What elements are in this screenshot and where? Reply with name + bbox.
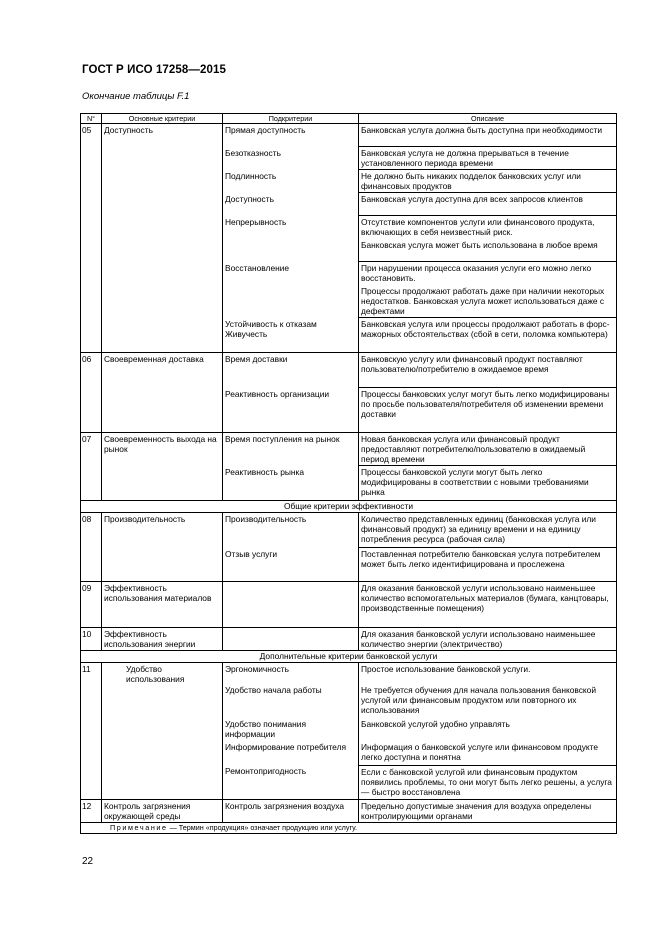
- row-criterion: Эффективность использования энергии: [102, 628, 223, 651]
- table-row: [81, 628, 617, 651]
- row-description: Не требуется обучения для начала пользования банковской услугой или финансовым продуктом или повторного их использования: [359, 684, 617, 718]
- row-criterion: Своевременность выхода на рынок: [102, 433, 223, 466]
- row-description: Банковская услуга должна быть доступна при необходимости: [359, 124, 617, 147]
- row-subcriterion: Производительность: [223, 513, 359, 548]
- table-row: [81, 684, 617, 718]
- row-description: Предельно допустимые значения для воздуха определены контролирующими органами: [359, 799, 617, 822]
- table-row: [81, 741, 617, 765]
- section-title-additional: Дополнительные критерии банковской услуги: [81, 651, 617, 663]
- row-subcriterion: Эргономичность: [223, 663, 359, 685]
- row-subcriterion: Информирование потребителя: [223, 741, 359, 765]
- table-row: [81, 718, 617, 741]
- row-description: Банковской услугой удобно управлять: [359, 718, 617, 741]
- table-row: [81, 262, 617, 285]
- row-description: Банковскую услугу или финансовый продукт поставляют пользователю/потребителю в ожидаемое время: [359, 353, 617, 388]
- row-description: Банковская услуга или процессы продолжают работать в форс-мажорных обстоятельствах (сбой в сети, поломка компьютера): [359, 318, 617, 353]
- row-criterion: Производительность: [102, 513, 223, 548]
- row-number: 07: [81, 433, 102, 466]
- row-subcriterion: [223, 628, 359, 651]
- table-row: [81, 216, 617, 239]
- row-number: 10: [81, 628, 102, 651]
- section-row: [81, 501, 617, 513]
- row-description: Процессы продолжают работать даже при наличии некоторых недостатков. Банковская услуга может использоваться даже с дефектами: [359, 285, 617, 318]
- row-description: Если с банковской услугой или финансовым продуктом появились проблемы, то они могут быть легко решены, а услуга — быстро восстановлена: [359, 765, 617, 799]
- row-number: 11: [81, 663, 102, 685]
- note-text: — Термин «продукция» означает продукцию или услугу.: [167, 822, 357, 832]
- row-subcriterion: Реактивность рынка: [223, 466, 359, 501]
- row-subcriterion: Удобство понимания информации: [223, 718, 359, 741]
- row-subcriterion: Подлинность: [223, 170, 359, 193]
- row-description: Процессы банковских услуг могут быть легко модифицированы по просьбе пользователя/потребителя об изменении времени доставки: [359, 388, 617, 433]
- row-description: Количество представленных единиц (банковская услуга или финансовый продукт) за единицу времени и на единицу потребления ресурса (рабочая сила): [359, 513, 617, 548]
- row-subcriterion: Время доставки: [223, 353, 359, 388]
- row-criterion: Эффективность использования материалов: [102, 582, 223, 628]
- note-label: Примечание: [110, 822, 168, 832]
- table-row: [81, 193, 617, 216]
- row-subcriterion: Реактивность организации: [223, 388, 359, 433]
- row-description: При нарушении процесса оказания услуги его можно легко восстановить.: [359, 262, 617, 285]
- table-row: [81, 548, 617, 582]
- row-subcriterion: Ремонтопригодность: [223, 765, 359, 799]
- row-criterion: Доступность: [102, 124, 223, 147]
- row-subcriterion: Непрерывность: [223, 216, 359, 239]
- note-row: [81, 822, 617, 833]
- table-header-row: [81, 114, 617, 124]
- table-caption: Окончание таблицы F.1: [82, 91, 190, 102]
- row-description: Новая банковская услуга или финансовый продукт предоставляют потребителю/пользователю в ожидаемый период времени: [359, 433, 617, 466]
- row-number: 06: [81, 353, 102, 388]
- row-criterion: Контроль загрязнения окружающей среды: [102, 799, 223, 822]
- table-row: [81, 239, 617, 262]
- row-description: Процессы банковской услуги могут быть легко модифицированы в соответствии с новыми требованиями рынка: [359, 466, 617, 501]
- row-description: Для оказания банковской услуги использовано наименьшее количество энергии (электричество): [359, 628, 617, 651]
- table-row: [81, 663, 617, 685]
- row-number: 08: [81, 513, 102, 548]
- row-subcriterion: Контроль загрязнения воздуха: [223, 799, 359, 822]
- table-row: [81, 433, 617, 466]
- table-row: [81, 388, 617, 433]
- table-row: [81, 466, 617, 501]
- table-row: [81, 765, 617, 799]
- table-row: [81, 353, 617, 388]
- criteria-table: [80, 113, 617, 834]
- table-row: [81, 513, 617, 548]
- row-subcriterion: Доступность: [223, 193, 359, 216]
- row-subcriterion: Восстановление: [223, 262, 359, 285]
- row-subcriterion: Время поступления на рынок: [223, 433, 359, 466]
- row-subcriterion: Прямая доступность: [223, 124, 359, 147]
- page-number: 22: [82, 856, 94, 867]
- table-row: [81, 124, 617, 147]
- row-subcriterion: Безотказность: [223, 147, 359, 170]
- column-header-criteria: Основные критерии: [102, 114, 223, 124]
- section-title-general: Общие критерии эффективности: [81, 501, 617, 513]
- row-description: Для оказания банковской услуги использовано наименьшее количество вспомогательных материалов (бумага, канцтовары, производственные помещения): [359, 582, 617, 628]
- row-subcriterion: Отзыв услуги: [223, 548, 359, 582]
- table-row: [81, 170, 617, 193]
- row-description: Банковская услуга доступна для всех запросов клиентов: [359, 193, 617, 216]
- row-description: Информация о банковской услуге или финансовом продукте легко доступна и понятна: [359, 741, 617, 765]
- row-criterion: Удобство использования: [102, 663, 223, 685]
- row-description: Не должно быть никаких подделок банковских услуг или финансовых продуктов: [359, 170, 617, 193]
- row-description: Банковская услуга не должна прерываться в течение установленного периода времени: [359, 147, 617, 170]
- column-header-description: Описание: [359, 114, 617, 124]
- table-row: [81, 147, 617, 170]
- row-subcriterion: Удобство начала работы: [223, 684, 359, 718]
- row-subcriterion: Устойчивость к отказам Живучесть: [223, 318, 359, 353]
- table-row: [81, 799, 617, 822]
- section-row: [81, 651, 617, 663]
- row-description: Банковская услуга может быть использована в любое время: [359, 239, 617, 262]
- table-note: [81, 822, 617, 833]
- column-header-number: N°: [81, 114, 102, 124]
- document-title: ГОСТ Р ИСО 17258—2015: [82, 64, 227, 76]
- row-number: 09: [81, 582, 102, 628]
- table-row: [81, 285, 617, 318]
- table-row: [81, 582, 617, 628]
- row-description: Поставленная потребителю банковская услуга потребителем может быть легко идентифицирована и прослежена: [359, 548, 617, 582]
- row-number: 12: [81, 799, 102, 822]
- column-header-subcriteria: Подкритерии: [223, 114, 359, 124]
- row-subcriterion: [223, 582, 359, 628]
- row-criterion: Своевременная доставка: [102, 353, 223, 388]
- row-description: Отсутствие компонентов услуги или финансового продукта, включающих в себя неизвестный риск.: [359, 216, 617, 239]
- table-row: [81, 318, 617, 353]
- row-description: Простое использование банковской услуги.: [359, 663, 617, 685]
- row-number: 05: [81, 124, 102, 147]
